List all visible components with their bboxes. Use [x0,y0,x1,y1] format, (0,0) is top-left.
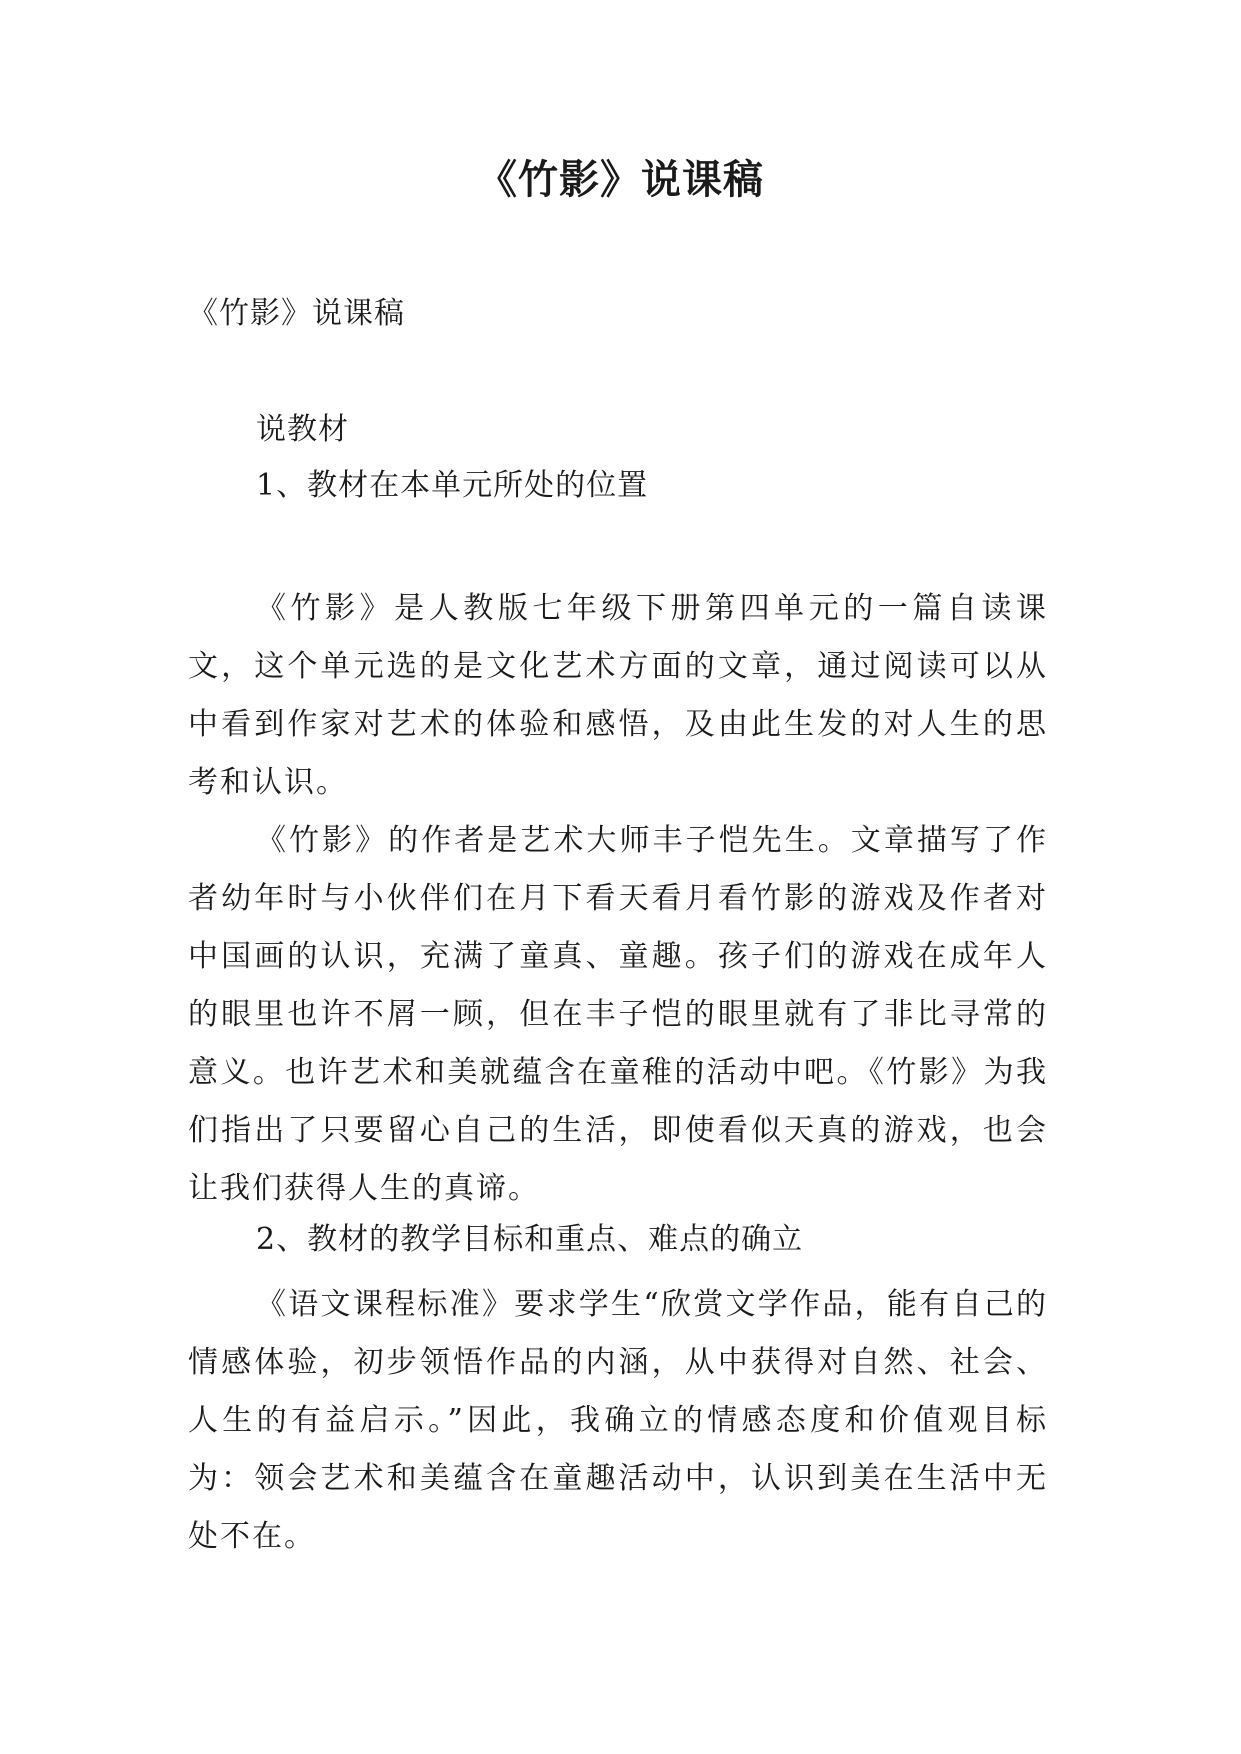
document-subtitle: 《竹影》说课稿 [188,296,405,331]
document-title: 《竹影》说课稿 [477,157,764,203]
paragraph-3: 《语文课程标准》要求学生“欣赏文学作品，能有自己的情感体验，初步领悟作品的内涵，从中获得对自然、社会、人生的有益启示。”因此，我确立的情感态度和价值观目标为：领会艺术和美蕴含在童趣活动中，认识到美在生活中无处不在。 [188,1287,1048,1554]
paragraph-2: 《竹影》的作者是艺术大师丰子恺先生。文章描写了作者幼年时与小伙伴们在月下看天看月看竹影的游戏及作者对中国画的认识，充满了童真、童趣。孩子们的游戏在成年人的眼里也许不屑一顾，但在丰子恺的眼里就有了非比寻常的意义。也许艺术和美就蕴含在童稚的活动中吧。《竹影》为我们指出了只要留心自己的生活，即使看似天真的游戏，也会让我们获得人生的真谛。 [188,823,1048,1206]
section-heading: 说教材 [256,412,349,447]
item-heading-1: 1、教材在本单元所处的位置 [256,468,649,503]
paragraph-1: 《竹影》是人教版七年级下册第四单元的一篇自读课文，这个单元选的是文化艺术方面的文章，通过阅读可以从中看到作家对艺术的体验和感悟，及由此生发的对人生的思考和认识。 [188,591,1048,800]
item-heading-2: 2、教材的教学目标和重点、难点的确立 [256,1222,804,1257]
